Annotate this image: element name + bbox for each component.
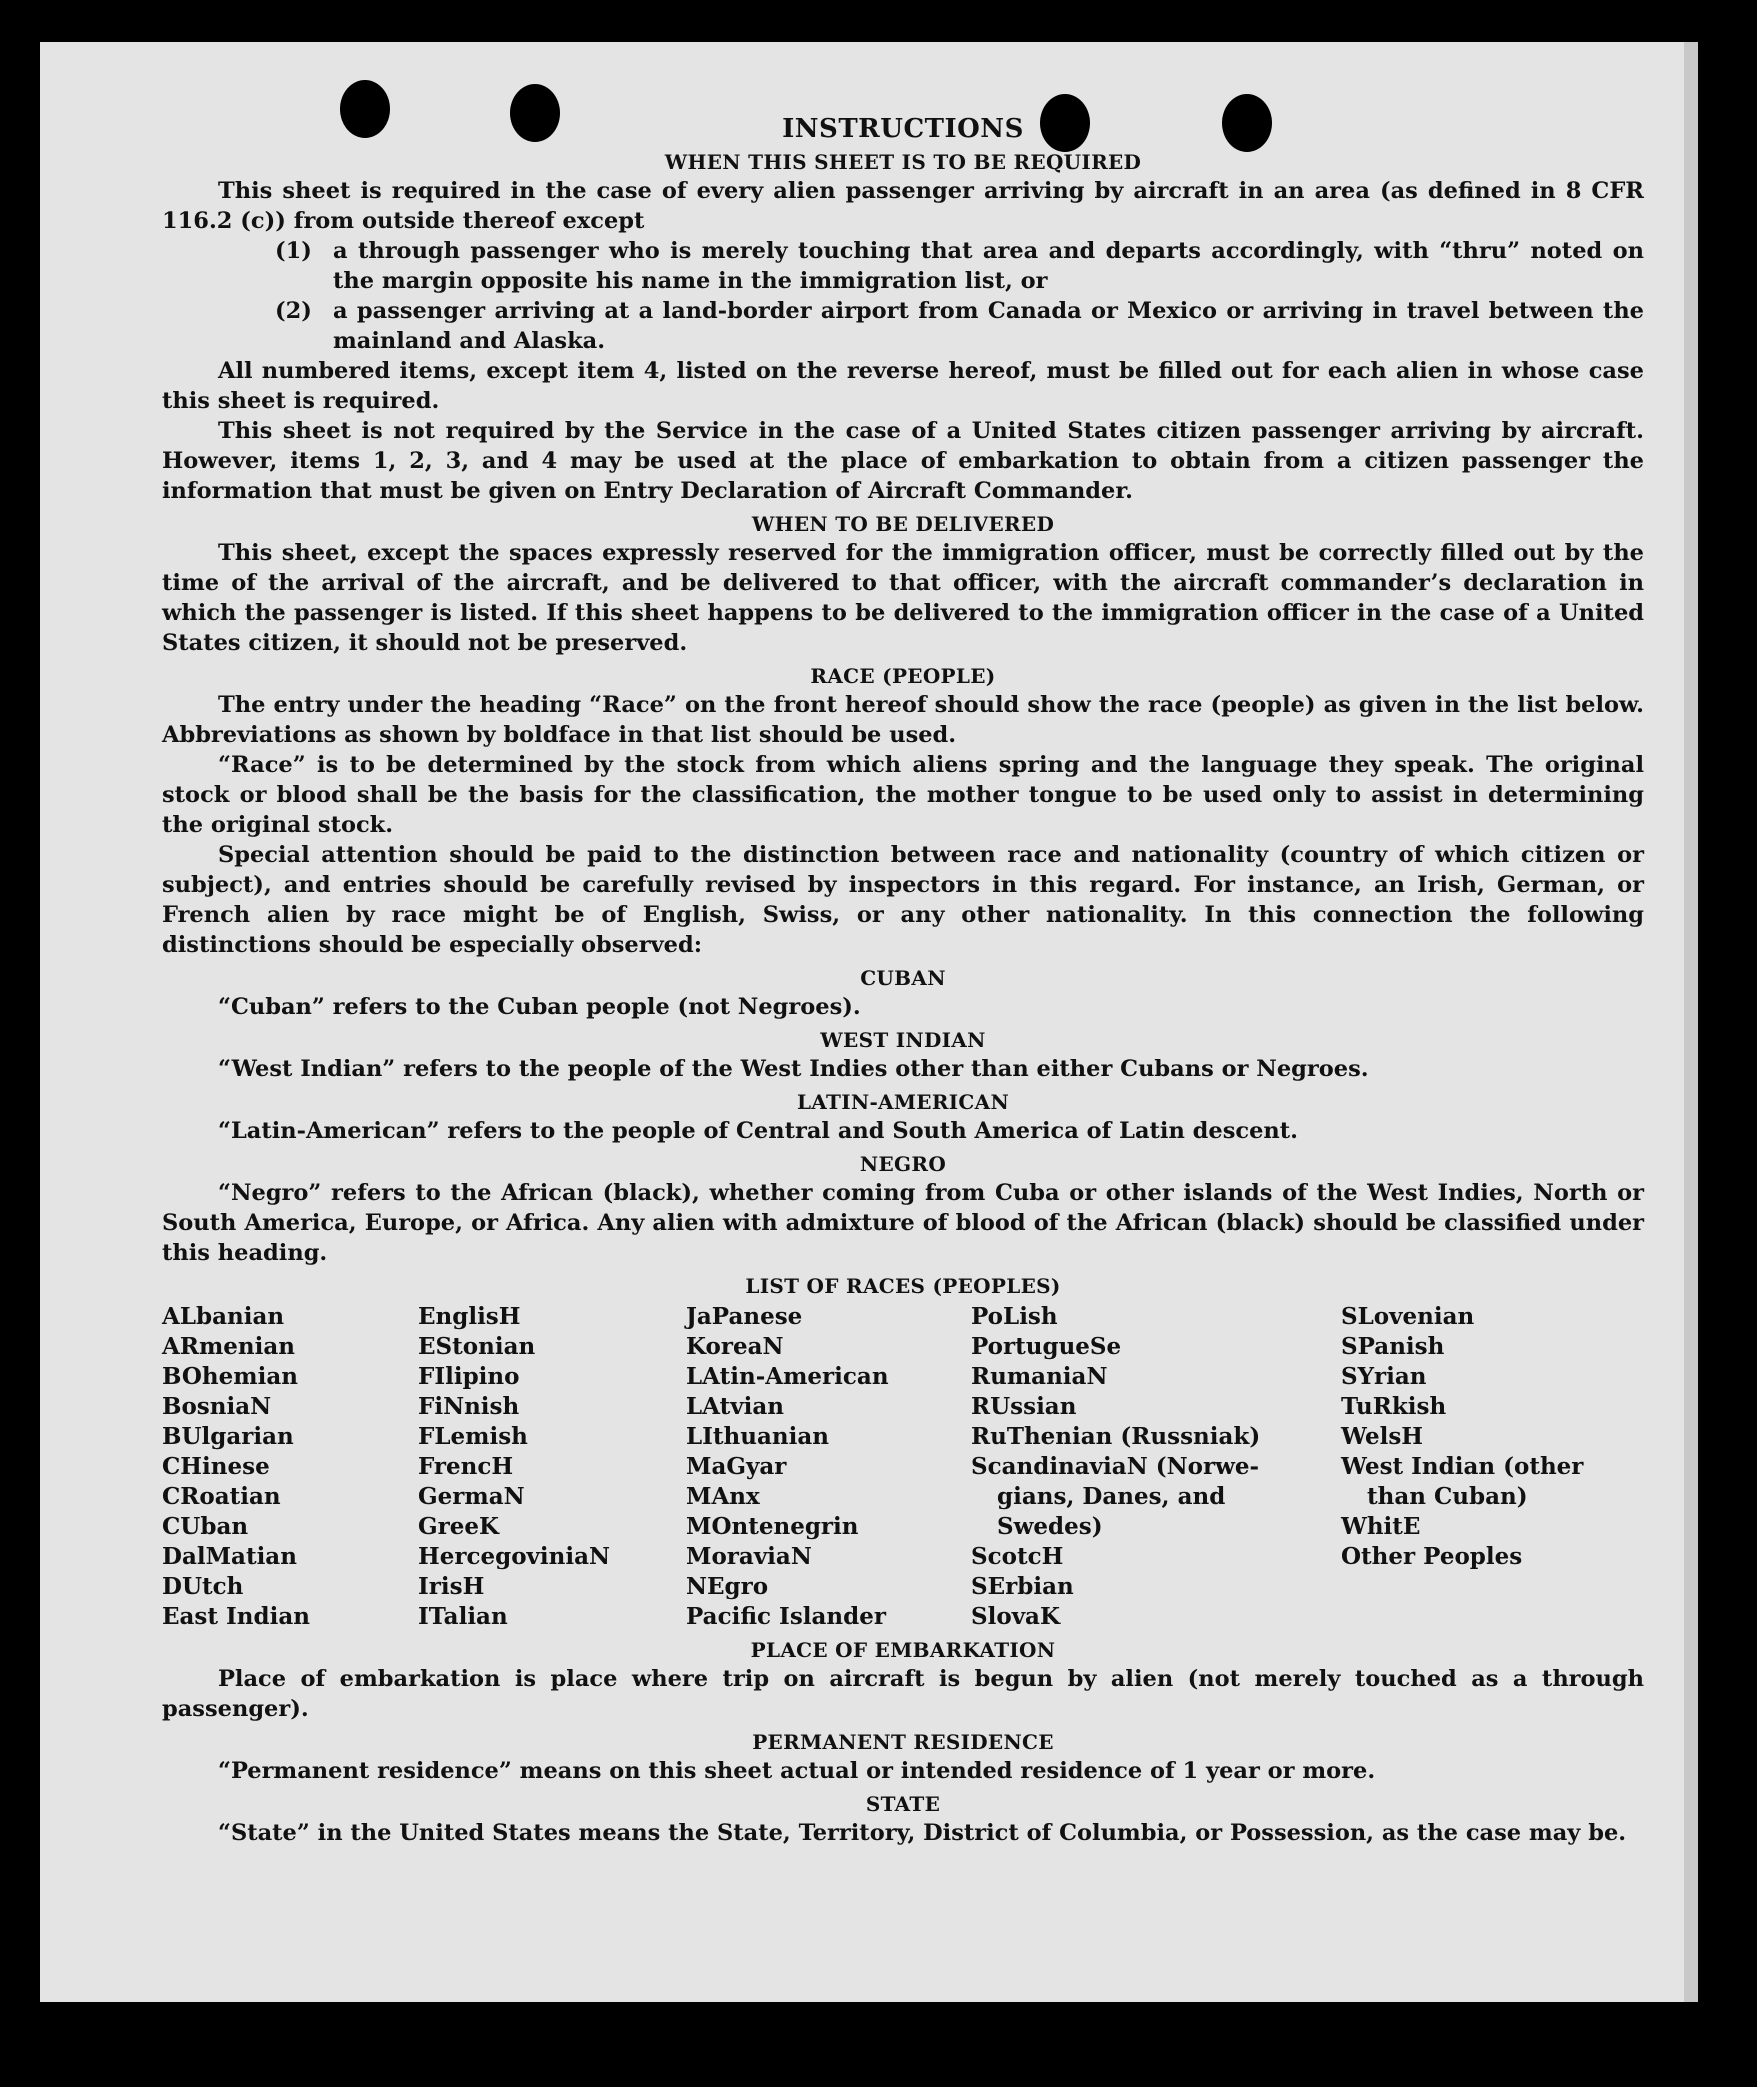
instructions-content — [162, 114, 1644, 1848]
race-entry: West Indian (other — [1341, 1453, 1584, 1480]
paragraph: This sheet is required in the case of every alien passenger arriving by aircraft in an area (as defined in 8 CFR 116.2 (c)) from outside thereof except — [162, 178, 1644, 234]
paragraph: “Negro” refers to the African (black), whether coming from Cuba or other islands of the West Indies, North or South America, Europe, or Africa. Any alien with admixture of blood of the African (black) should be classified under this heading. — [162, 1180, 1644, 1266]
exception-item — [162, 236, 1644, 296]
races-list — [162, 1302, 1644, 1632]
race-entry: NEgro — [686, 1573, 769, 1600]
races-column-4 — [971, 1302, 1341, 1632]
section-heading-west-indian: WEST INDIAN — [820, 1028, 986, 1052]
exception-item — [162, 296, 1644, 356]
race-entry: SLovenian — [1341, 1303, 1475, 1330]
race-entry: FIlipino — [418, 1363, 520, 1390]
race-entry: CRoatian — [162, 1483, 281, 1510]
paragraph: “Permanent residence” means on this sheet actual or intended residence of 1 year or more. — [218, 1758, 1376, 1784]
item-number: (1) — [275, 238, 312, 264]
race-entry: MoraviaN — [686, 1543, 812, 1570]
race-entry: RUssian — [971, 1393, 1077, 1420]
paragraph: “State” in the United States means the State, Territory, District of Columbia, or Possession, as the case may be. — [218, 1820, 1627, 1846]
race-entry: East Indian — [162, 1603, 310, 1630]
race-entry: BosniaN — [162, 1393, 272, 1420]
race-entry: Pacific Islander — [686, 1603, 886, 1630]
race-entry: ALbanian — [162, 1303, 285, 1330]
paragraph: “Race” is to be determined by the stock from which aliens spring and the language they speak. The original stock or blood shall be the basis for the classification, the mother tongue to be used only to assist in determining the original stock. — [162, 752, 1644, 838]
section-heading-negro: NEGRO — [859, 1152, 947, 1176]
race-entry-continued: Swedes) — [997, 1513, 1103, 1540]
race-entry: DUtch — [162, 1573, 244, 1600]
races-column-5 — [1341, 1302, 1644, 1632]
section-heading-residence: PERMANENT RESIDENCE — [752, 1730, 1054, 1754]
race-entry: SErbian — [971, 1573, 1074, 1600]
race-entry: HercegoviniaN — [418, 1543, 611, 1570]
section-heading-race: RACE (PEOPLE) — [810, 664, 996, 688]
race-entry: EnglisH — [418, 1303, 521, 1330]
race-entry: LIthuanian — [686, 1423, 829, 1450]
races-column-3 — [686, 1302, 971, 1632]
race-entry: SPanish — [1341, 1333, 1445, 1360]
race-entry: ScotcH — [971, 1543, 1064, 1570]
race-entry: FrencH — [418, 1453, 514, 1480]
race-entry: PoLish — [971, 1303, 1058, 1330]
race-entry: KoreaN — [686, 1333, 784, 1360]
races-column-1 — [162, 1302, 418, 1632]
race-entry: FiNnish — [418, 1393, 520, 1420]
item-text: a through passenger who is merely touching that area and departs accordingly, with “thru” noted on the margin opposite his name in the immigration list, or — [333, 238, 1644, 294]
item-number: (2) — [275, 298, 312, 324]
race-entry: FLemish — [418, 1423, 528, 1450]
race-entry: LAtvian — [686, 1393, 784, 1420]
race-entry: DalMatian — [162, 1543, 297, 1570]
race-entry: PortugueSe — [971, 1333, 1122, 1360]
paragraph: “West Indian” refers to the people of the West Indies other than either Cubans or Negroes. — [218, 1056, 1369, 1082]
paragraph: “Latin-American” refers to the people of Central and South America of Latin descent. — [218, 1118, 1298, 1144]
paragraph: Special attention should be paid to the distinction between race and nationality (country of which citizen or subject), and entries should be carefully revised by inspectors in this regard. For instance, an Irish, German, or French alien by race might be of English, Swiss, or any other nationality. In this connection the following distinctions should be especially observed: — [162, 842, 1644, 958]
race-entry: LAtin-American — [686, 1363, 889, 1390]
document-sheet — [40, 42, 1698, 2002]
section-heading-delivered: WHEN TO BE DELIVERED — [751, 512, 1055, 536]
race-entry: SYrian — [1341, 1363, 1427, 1390]
race-entry: WelsH — [1341, 1423, 1424, 1450]
section-heading-embarkation: PLACE OF EMBARKATION — [750, 1638, 1056, 1662]
race-entry: MAnx — [686, 1483, 760, 1510]
race-entry: JaPanese — [686, 1303, 803, 1330]
race-entry: IrisH — [418, 1573, 485, 1600]
race-entry: EStonian — [418, 1333, 536, 1360]
races-column-2 — [418, 1302, 686, 1632]
sheet-edge — [1684, 42, 1698, 2002]
race-entry-continued: than Cuban) — [1367, 1483, 1528, 1510]
paragraph: All numbered items, except item 4, listed on the reverse hereof, must be filled out for each alien in whose case this sheet is required. — [162, 358, 1644, 414]
race-entry: BUlgarian — [162, 1423, 294, 1450]
race-entry: WhitE — [1341, 1513, 1421, 1540]
page-title: INSTRUCTIONS — [782, 114, 1024, 144]
race-entry: GermaN — [418, 1483, 525, 1510]
race-entry: CUban — [162, 1513, 249, 1540]
race-entry: RuThenian (Russniak) — [971, 1423, 1261, 1450]
paragraph: This sheet is not required by the Service in the case of a United States citizen passenger arriving by aircraft. However, items 1, 2, 3, and 4 may be used at the place of embarkation to obtain from a citizen passenger the information that must be given on Entry Declaration of Aircraft Commander. — [162, 418, 1644, 504]
section-heading-races-list: LIST OF RACES (PEOPLES) — [745, 1274, 1061, 1298]
paragraph: Place of embarkation is place where trip on aircraft is begun by alien (not merely touched as a through passenger). — [162, 1666, 1644, 1722]
race-entry: TuRkish — [1341, 1393, 1447, 1420]
section-heading-required: WHEN THIS SHEET IS TO BE REQUIRED — [664, 150, 1142, 174]
race-entry: SlovaK — [971, 1603, 1060, 1630]
race-entry: Other Peoples — [1341, 1543, 1523, 1570]
section-heading-cuban: CUBAN — [860, 966, 946, 990]
race-entry: ScandinaviaN (Norwe- — [971, 1453, 1260, 1480]
race-entry: GreeK — [418, 1513, 500, 1540]
race-entry: BOhemian — [162, 1363, 298, 1390]
race-entry: ITalian — [418, 1603, 508, 1630]
race-entry: ARmenian — [162, 1333, 296, 1360]
section-heading-latin-american: LATIN-AMERICAN — [796, 1090, 1010, 1114]
item-text: a passenger arriving at a land-border airport from Canada or Mexico or arriving in travel between the mainland and Alaska. — [333, 298, 1644, 354]
race-entry: MaGyar — [686, 1453, 787, 1480]
paragraph: “Cuban” refers to the Cuban people (not Negroes). — [218, 994, 861, 1020]
race-entry: RumaniaN — [971, 1363, 1108, 1390]
paragraph: This sheet, except the spaces expressly reserved for the immigration officer, must be correctly filled out by the time of the arrival of the aircraft, and be delivered to that officer, with the aircraft commander’s declaration in which the passenger is listed. If this sheet happens to be delivered to the immigration officer in the case of a United States citizen, it should not be preserved. — [162, 540, 1644, 656]
race-entry: MOntenegrin — [686, 1513, 859, 1540]
section-heading-state: STATE — [865, 1792, 941, 1816]
race-entry: CHinese — [162, 1453, 270, 1480]
race-entry-continued: gians, Danes, and — [997, 1483, 1226, 1510]
paragraph: The entry under the heading “Race” on the front hereof should show the race (people) as given in the list below. Abbreviations as shown by boldface in that list should be used. — [162, 692, 1644, 748]
